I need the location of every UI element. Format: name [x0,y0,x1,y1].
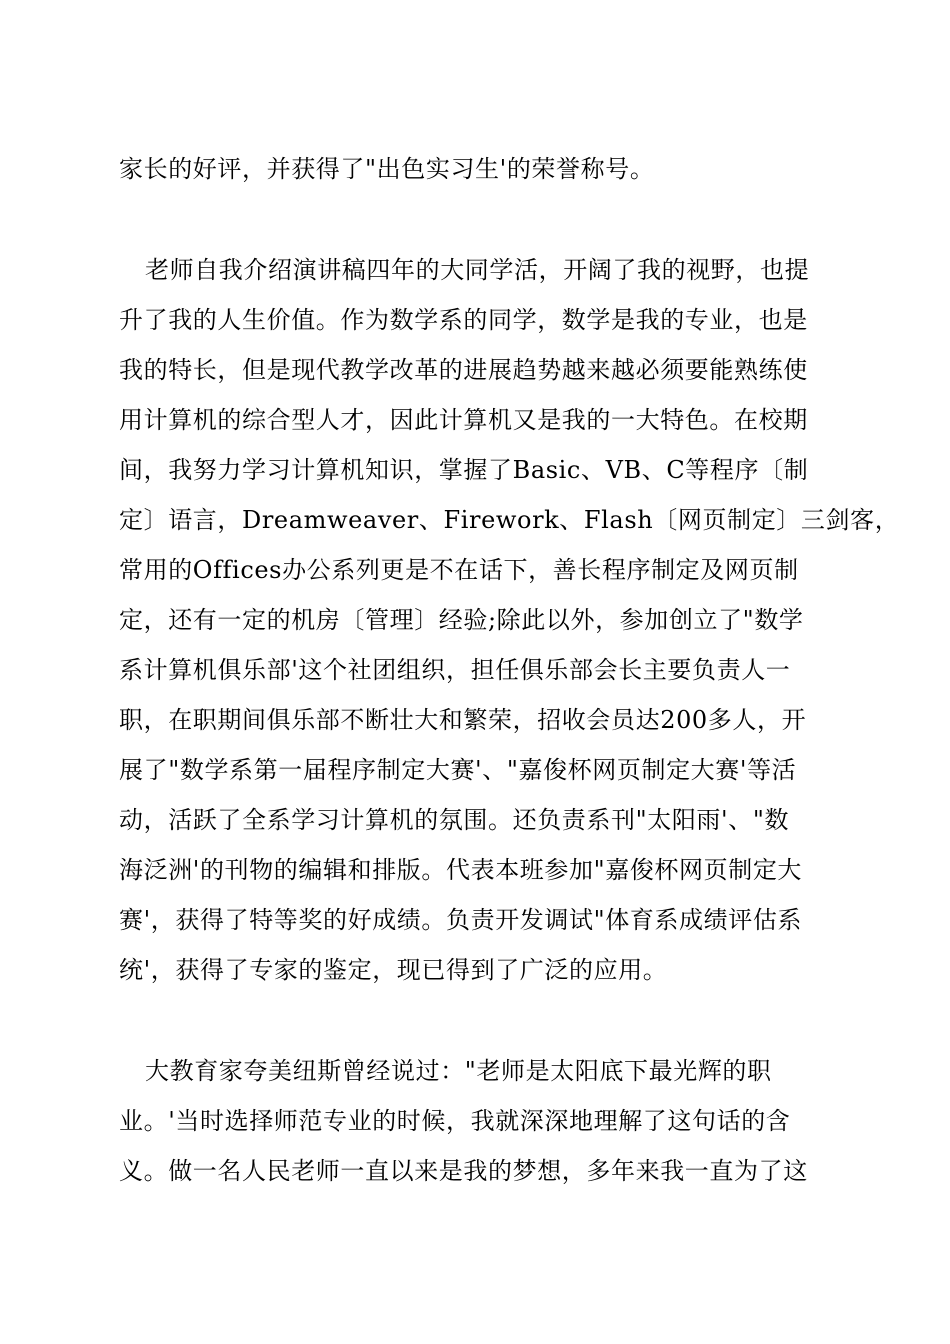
paragraph-2-line-10: 职，在职期间俱乐部不断壮大和繁荣，招收会员达200多人，开 [119,706,807,734]
paragraph-1-line-1: 家长的好评，并获得了"出色实习生'的荣誉称号。 [119,155,655,183]
paragraph-2-line-13: 海泛洲'的刊物的编辑和排版。代表本班参加"嘉俊杯网页制定大 [119,856,803,884]
paragraph-3-line-1: 大教育家夸美纽斯曾经说过："老师是太阳底下最光辉的职 [145,1057,772,1085]
paragraph-2-line-11: 展了"数学系第一届程序制定大赛'、"嘉俊杯网页制定大赛'等活 [119,756,797,784]
paragraph-2-line-4: 用计算机的综合型人才，因此计算机又是我的一大特色。在校期 [119,406,808,434]
paragraph-2-line-1: 老师自我介绍演讲稿四年的大同学活，开阔了我的视野，也提 [145,256,810,284]
paragraph-3-line-3: 义。做一名人民老师一直以来是我的梦想，多年来我一直为了这 [119,1157,808,1185]
paragraph-2-line-15: 统'，获得了专家的鉴定，现已得到了广泛的应用。 [119,956,668,984]
paragraph-2-line-14: 赛'，获得了特等奖的好成绩。负责开发调试"体育系成绩评估系 [119,906,803,934]
paragraph-2-line-2: 升了我的人生价值。作为数学系的同学，数学是我的专业，也是 [119,306,808,334]
paragraph-2-line-5: 间，我努力学习计算机知识，掌握了Basic、VB、C等程序〔制 [119,456,809,484]
paragraph-2-line-9: 系计算机俱乐部'这个社团组织，担任俱乐部会长主要负责人一 [119,656,791,684]
paragraph-2-line-3: 我的特长，但是现代教学改革的进展趋势越来越必须要能熟练使 [119,356,808,384]
paragraph-2-line-6: 定〕语言，Dreamweaver、Firework、Flash〔网页制定〕三剑客， [119,506,900,534]
paragraph-3-line-2: 业。'当时选择师范专业的时候，我就深深地理解了这句话的含 [119,1107,791,1135]
paragraph-2-line-7: 常用的Offices办公系列更是不在话下，善长程序制定及网页制 [119,556,799,584]
paragraph-2-line-8: 定，还有一定的机房〔管理〕经验;除此以外，参加创立了"数学 [119,606,804,634]
paragraph-2-line-12: 动，活跃了全系学习计算机的氛围。还负责系刊"太阳雨'、"数 [119,806,790,834]
